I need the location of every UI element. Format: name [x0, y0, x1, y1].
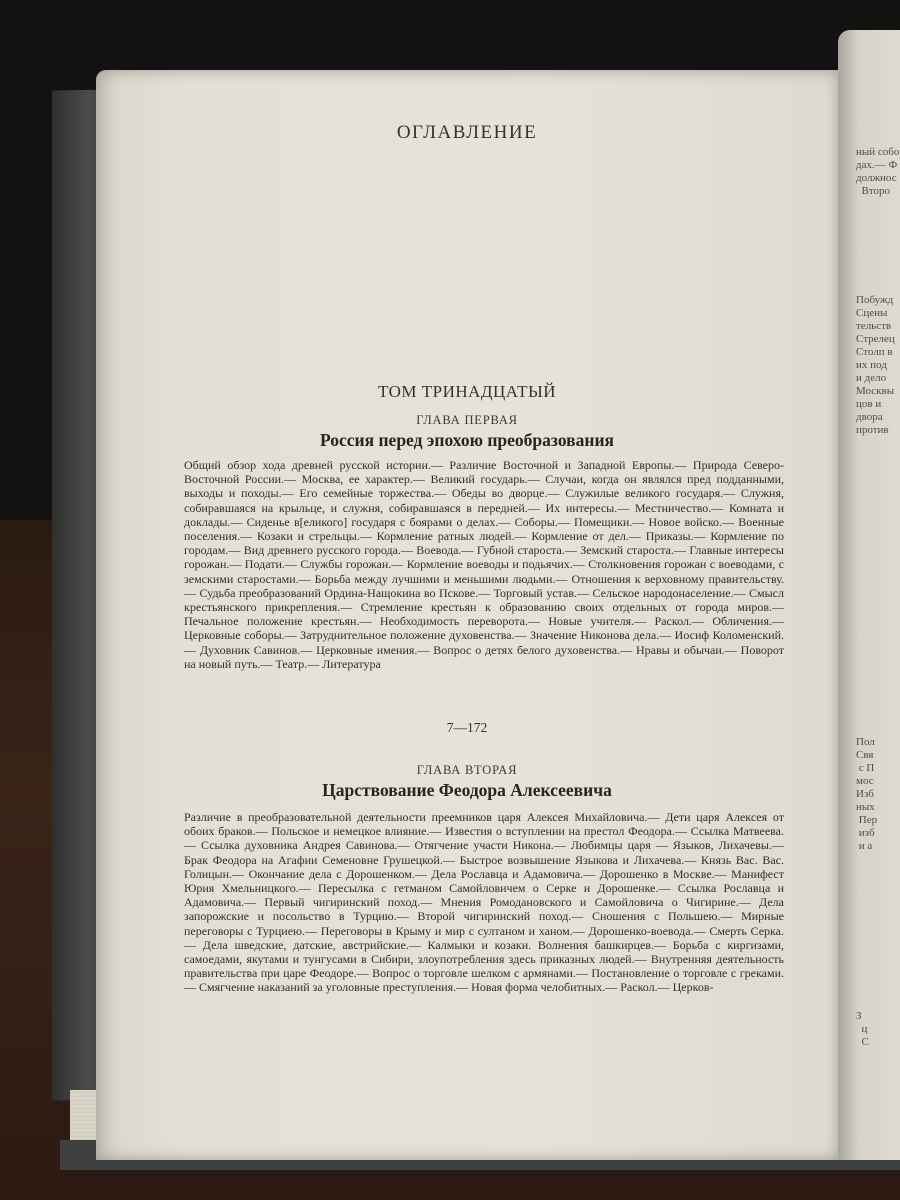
- chapter-page-range: 7—172: [446, 720, 488, 735]
- right-page-fragment: Побужд Сцены тельств Стрелец Столп в их под и дело Москвы цов и двора против: [856, 294, 895, 436]
- chapter-title: Царствование Феодора Алексеевича: [322, 780, 612, 800]
- chapter-summary: Общий обзор хода древней русской истории.— Различие Восточной и Западной Европы.— Природа Северо-Восточной России.— Москва, ее характер.— Великий государь.— Случаи, когда он являлся пред подданными, выходы и походы.— Его семейные торжества.— Обеды во дворце.— Служилые великого государя.— Служня, собиравшаяся на крыльце, и служня, собиравшаяся в передней.— Их интересы.— Местничество.— Комната и доклады.— Сиденье в[еликого] государя с боярами о делах.— Соборы.— Помещики.— Новое войско.— Военные поселения.— Козаки и стрельцы.— Кормление ратных людей.— Кормление от дел.— Приказы.— Кормление по городам.— Вид древнего русского города.— Воевода.— Губной староста.— Земский староста.— Главные интересы горожан.— Подати.— Службы горожан.— Кормление воеводы и подьячих.— Столкновения горожан с воеводами, с земскими старостами.— Борьба между лучшими и меньшими людьми.— Отношения к верховному правительству.— Судьба преобразований Ордина-Нащокина во Пскове.— Торговый устав.— Сельское народонаселение.— Смысл крестьянского прикрепления.— Стремление крестьян к образованию своих отдельных от города миров.— Печальное положение крестьян.— Необходимость переворота.— Новые учителя.— Раскол.— Обличения.— Церковные соборы.— Затруднительное положение духовенства.— Значение Никонова дела.— Иосиф Коломенский.— Духовник Савинов.— Церковные имения.— Вопрос о детях белого духовенства.— Нравы и обычаи.— Поворот на новый путь.— Театр.— Литература: [184, 458, 784, 671]
- toc-title: ОГЛАВЛЕНИЕ: [396, 122, 538, 143]
- right-page-fragment: З ц С: [856, 1010, 869, 1048]
- right-page: [838, 30, 900, 1160]
- chapter-title: Россия перед эпохою преобразования: [320, 430, 614, 450]
- volume-title: ТОМ ТРИНАДЦАТЫЙ: [377, 382, 557, 401]
- chapter-label: ГЛАВА ВТОРАЯ: [416, 763, 518, 777]
- chapter-summary: Различие в преобразовательной деятельности преемников царя Алексея Михайловича.— Дети царя Алексея от обоих браков.— Польское и немецкое влияние.— Известия о вступлении на престол Феодора.— Ссылка Матвеева.— Ссылка духовника Андрея Савинова.— Отягчение участи Никона.— Любимцы царя — Языков, Лихачевы.— Брак Феодора на Агафии Семеновне Грушецкой.— Быстрое возвышение Языкова и Лихачева.— Князь Вас. Вас. Голицын.— Окончание дела с Дорошенком.— Дела Рославца и Адамовича.— Дорошенко в Москве.— Манифест Юрия Хмельницкого.— Пересылка с гетманом Самойловичем о Серке и Дорошенке.— Ссылка Рославца и Адамовича.— Первый чигиринский поход.— Мнения Ромодановского и Самойловича о Чигирине.— Дела запорожские и посольство в Турцию.— Второй чигиринский поход.— Сношения с Польшею.— Мирные переговоры с Турциею.— Переговоры в Крыму и мир с султаном и ханом.— Дорошенко-воевода.— Смерть Серка.— Дела шведские, датские, австрийские.— Калмыки и козаки. Волнения башкирцев.— Борьба с киргизами, самоедами, якутами и тунгусами в Сибири, злоупотребления здесь приказных людей.— Внутренняя деятельность правительства при царе Феодоре.— Вопрос о торговле шелком с армянами.— Постановление о торговле с греками.— Смягчение наказаний за уголовные преступления.— Новая форма челобитных.— Раскол.— Церков-: [184, 810, 784, 995]
- left-page: [96, 70, 838, 1160]
- right-page-fragment: Пол Свя с П мос Изб ных Пер изб и а: [856, 736, 878, 852]
- chapter-label: ГЛАВА ПЕРВАЯ: [416, 413, 518, 427]
- right-page-fragment: ный собо дах.— Ф должнос Второ: [856, 146, 900, 197]
